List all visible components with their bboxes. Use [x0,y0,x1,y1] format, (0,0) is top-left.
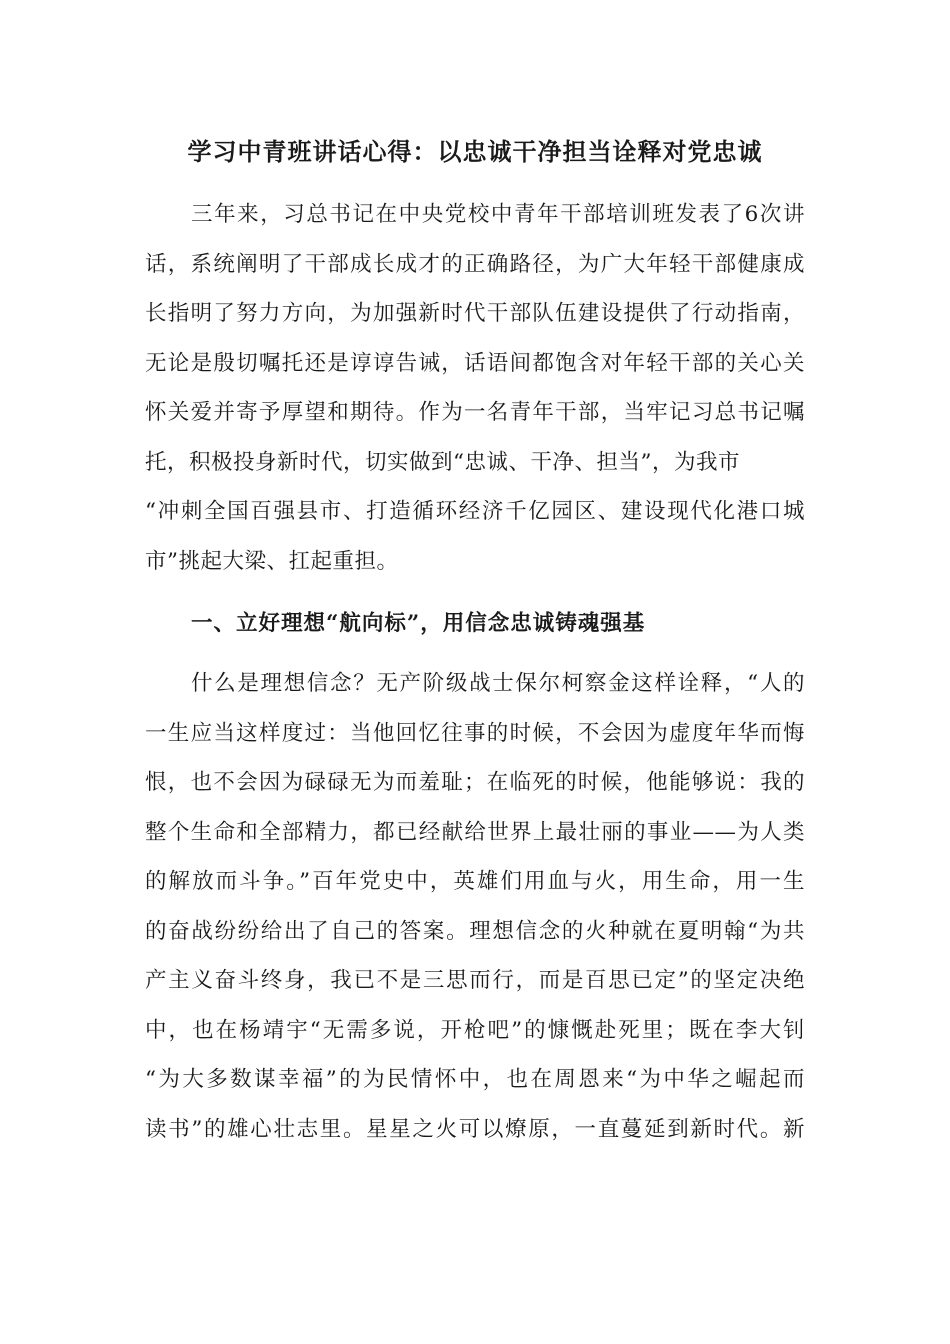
paragraph-line: 的解放而斗争。”百年党史中，英雄们用血与火，用生命，用一生 [145,869,805,894]
body-paragraph [145,659,805,1154]
paragraph-line: “为大多数谋幸福”的为民情怀中，也在周恩来“为中华之崛起而 [145,1067,805,1092]
paragraph-line: 三年来，习总书记在中央党校中青年干部培训班发表了6次讲 [191,202,805,227]
paragraph-line: 无论是殷切嘱托还是谆谆告诫，话语间都饱含对年轻干部的关心关 [145,350,805,376]
paragraph-line: 恨，也不会因为碌碌无为而羞耻；在临死的时候，他能够说：我的 [145,770,805,795]
document-title: 学习中青班讲话心得：以忠诚干净担当诠释对党忠诚 [187,137,763,166]
paragraph-line: 一生应当这样度过：当他回忆往事的时候，不会因为虚度年华而悔 [145,720,805,746]
paragraph-line: 话，系统阐明了干部成长成才的正确路径，为广大年轻干部健康成 [145,251,805,277]
paragraph-line: 托，积极投身新时代，切实做到“忠诚、干净、担当”，为我市 [145,449,740,475]
paragraph-line: 的奋战纷纷给出了自己的答案。理想信念的火种就在夏明翰“为共 [145,918,805,944]
paragraph-line: 长指明了努力方向，为加强新时代干部队伍建设提供了行动指南， [145,301,805,326]
paragraph-line: 产主义奋斗终身，我已不是三思而行，而是百思已定”的坚定决绝 [145,968,805,993]
paragraph-line: 什么是理想信念？无产阶级战士保尔柯察金这样诠释，“人的 [191,671,805,696]
paragraph-line: 中，也在杨靖宇“无需多说，开枪吧”的慷慨赴死里；既在李大钊 [145,1017,805,1043]
paragraph-line: “冲刺全国百强县市、打造循环经济千亿园区、建设现代化港口城 [145,499,805,524]
paragraph-line: 怀关爱并寄予厚望和期待。作为一名青年干部，当牢记习总书记嘱 [145,400,805,425]
section-heading: 一、立好理想“航向标”，用信念忠诚铸魂强基 [191,611,646,636]
paragraph-line: 市”挑起大梁、扛起重担。 [145,548,399,574]
paragraph-line: 整个生命和全部精力，都已经献给世界上最壮丽的事业——为人类 [145,819,805,845]
paragraph-line: 读书”的雄心壮志里。星星之火可以燎原，一直蔓延到新时代。新 [145,1116,805,1142]
intro-paragraph [145,190,805,586]
